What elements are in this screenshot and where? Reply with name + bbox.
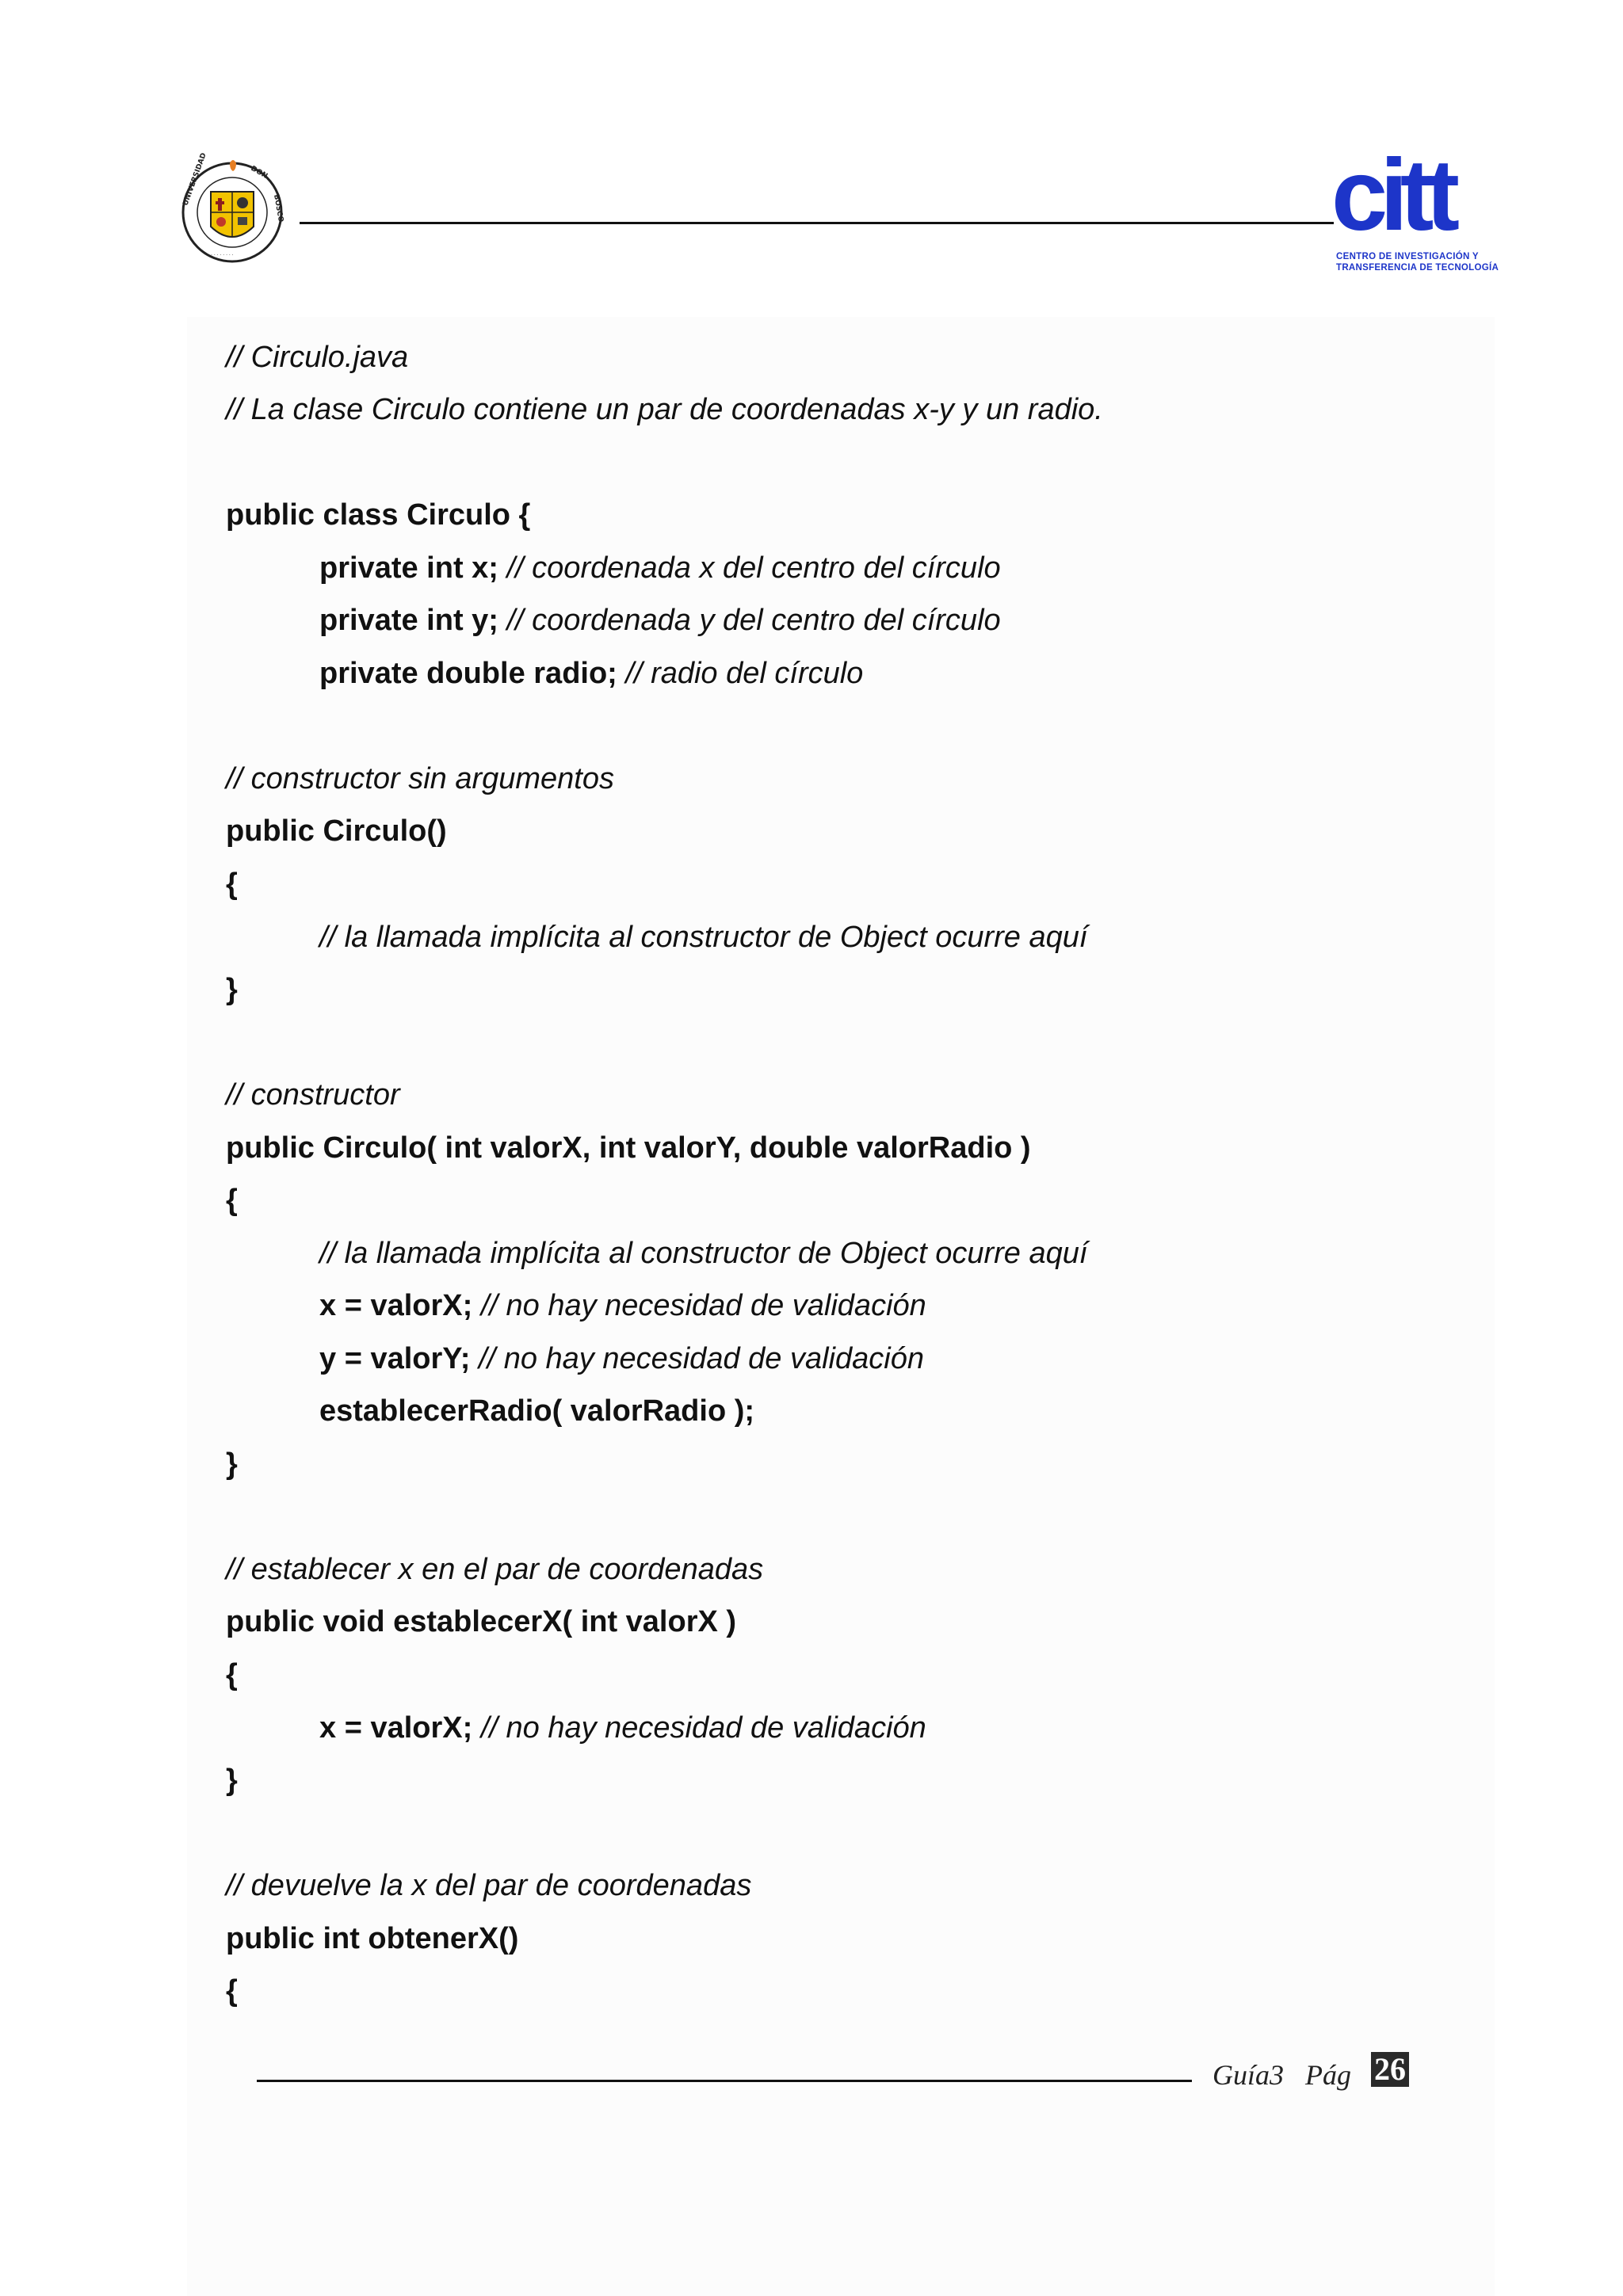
code-comment: // La clase Circulo contiene un par de coordenadas x-y y un radio. — [226, 393, 1103, 426]
code-comment: // la llamada implícita al constructor de Object ocurre aquí — [319, 1237, 1088, 1270]
footer-rule — [257, 2080, 1192, 2082]
open-brace: { — [226, 1184, 238, 1217]
open-brace: { — [226, 1658, 238, 1691]
citt-logo-tagline-2: TRANSFERENCIA DE TECNOLOGÍA — [1336, 263, 1499, 273]
field-y — [319, 602, 1001, 639]
method-signature: public int obtenerX() — [226, 1922, 519, 1955]
code-statement: private int x; — [319, 551, 507, 585]
close-brace: } — [226, 1447, 238, 1481]
code-comment: // no hay necesidad de validación — [480, 1289, 926, 1322]
code-comment: // no hay necesidad de validación — [479, 1342, 924, 1375]
svg-text:DON: DON — [249, 164, 269, 181]
method-signature: public void establecerX( int valorX ) — [226, 1605, 737, 1638]
code-statement: y = valorY; — [319, 1342, 479, 1375]
code-statement: private int y; — [319, 604, 507, 637]
code-comment: // establecer x en el par de coordenadas — [226, 1553, 764, 1586]
field-radio — [319, 655, 863, 692]
close-brace: } — [226, 973, 238, 1006]
code-statement: establecerRadio( valorRadio ); — [319, 1394, 755, 1428]
field-x — [319, 550, 1001, 586]
method-signature: public Circulo() — [226, 814, 447, 848]
code-statement: x = valorX; — [319, 1711, 481, 1745]
footer-label — [1212, 2058, 1351, 2092]
code-line — [319, 1341, 924, 1377]
open-brace: { — [226, 1974, 238, 2008]
code-line — [319, 1710, 926, 1746]
code-comment: // constructor sin argumentos — [226, 762, 614, 795]
code-comment: // devuelve la x del par de coordenadas — [226, 1869, 752, 1902]
svg-text:· · · · · · · ·: · · · · · · · · — [211, 253, 234, 258]
citt-logo-word: citt — [1331, 139, 1452, 252]
method-signature: public Circulo( int valorX, int valorY, double valorRadio ) — [226, 1131, 1031, 1165]
code-comment: // Circulo.java — [226, 341, 409, 374]
page-label: Pág — [1305, 2059, 1351, 2091]
svg-text:UNIVERSIDAD: UNIVERSIDAD — [181, 151, 208, 208]
close-brace: } — [226, 1764, 238, 1797]
svg-text:BOSCO: BOSCO — [272, 193, 285, 223]
code-line — [319, 1287, 926, 1324]
page-number: 26 — [1371, 2052, 1409, 2087]
code-comment: // constructor — [226, 1078, 400, 1112]
code-comment: // coordenada x del centro del círculo — [506, 551, 1001, 585]
class-declaration: public class Circulo { — [226, 498, 531, 532]
open-brace: { — [226, 868, 238, 901]
code-comment: // radio del círculo — [625, 657, 864, 690]
code-statement: x = valorX; — [319, 1289, 481, 1322]
code-statement: private double radio; — [319, 657, 626, 690]
guide-label: Guía3 — [1212, 2059, 1284, 2091]
code-comment: // no hay necesidad de validación — [480, 1711, 926, 1745]
code-comment: // coordenada y del centro del círculo — [506, 604, 1001, 637]
code-comment: // la llamada implícita al constructor de Object ocurre aquí — [319, 921, 1088, 954]
citt-logo-tagline-1: CENTRO DE INVESTIGACIÓN Y — [1336, 252, 1479, 261]
